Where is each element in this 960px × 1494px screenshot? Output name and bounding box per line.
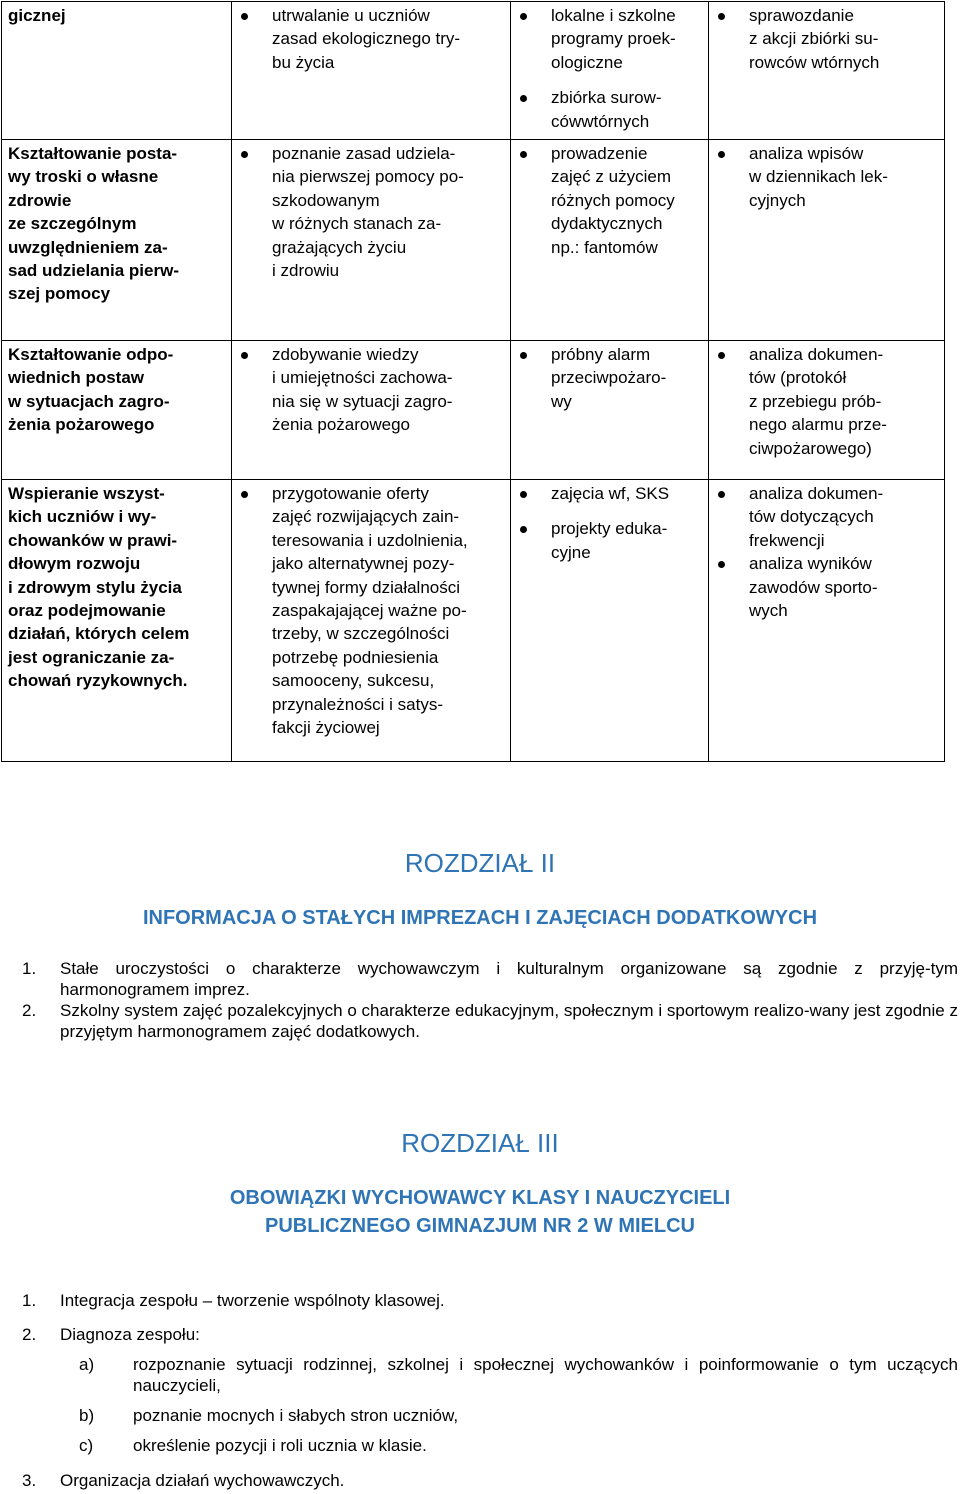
bullet-item: [517, 482, 702, 505]
chapter-2-subtitle: INFORMACJA O STAŁYCH IMPREZACH I ZAJĘCIACH DODATKOWYCH: [142, 907, 818, 929]
chapter-3-title: ROZDZIAŁ III: [401, 1128, 559, 1158]
bullet-text: analiza wpisów w dziennikach lek- cyjnych: [749, 144, 888, 210]
evaluation-bullet-list: [715, 142, 938, 212]
bullet-text: przygotowanie oferty zajęć rozwijających zain- teresowania i uzdolnienia, jako alternatywnej pozy- tywnej formy działalności zaspakajającej ważne po- trzeby, w szczególności potrzebę podniesienia samooceny, sukcesu, przynależności i satys- fakcji życiowej: [272, 484, 468, 738]
tasks-cell: [232, 140, 511, 341]
bullet-icon: [520, 13, 527, 20]
table-row: [2, 341, 945, 480]
goal-cell: [2, 480, 232, 762]
tasks-cell: [232, 480, 511, 762]
bullet-icon: [520, 95, 527, 102]
forms-cell: [511, 140, 709, 341]
forms-bullet-list: [517, 343, 702, 413]
item-text: Diagnoza zespołu:: [60, 1325, 200, 1344]
goal-cell: [2, 2, 232, 140]
bullet-icon: [718, 352, 725, 359]
chapter-2-item: [0, 958, 958, 1000]
bullet-item: [517, 86, 702, 133]
bullet-text: próbny alarm przeciwpożaro- wy: [551, 345, 667, 411]
bullet-icon: [520, 491, 527, 498]
chapter-3-subtitle-line-2: PUBLICZNEGO GIMNAZJUM NR 2 W MIELCU: [265, 1215, 695, 1237]
subitem-letter: b): [79, 1406, 95, 1425]
tasks-bullet-list: [238, 4, 504, 74]
tasks-bullet-list: [238, 142, 504, 282]
evaluation-cell: [709, 480, 945, 762]
goal-text: Kształtowanie odpo- wiednich postaw w sytuacjach zagro- żenia pożarowego: [8, 345, 174, 435]
item-number: 2.: [22, 1001, 37, 1020]
bullet-icon: [241, 491, 248, 498]
table-row: [2, 2, 945, 140]
forms-bullet-list: [517, 4, 702, 133]
education-plan-table: [1, 1, 945, 762]
bullet-icon: [241, 151, 248, 158]
bullet-text: analiza dokumen- tów dotyczących frekwencji: [749, 484, 884, 550]
bullet-item: [715, 4, 938, 74]
tasks-cell: [232, 2, 511, 140]
bullet-icon: [241, 352, 248, 359]
bullet-icon: [520, 526, 527, 533]
tasks-bullet-list: [238, 343, 504, 437]
item-text: Szkolny system zajęć pozalekcyjnych o charakterze edukacyjnym, społecznym i sportowym realizo-wany jest zgodnie z przyjętym harmonogramem zajęć dodatkowych.: [60, 1001, 958, 1041]
evaluation-bullet-list: [715, 4, 938, 74]
subitem-letter: c): [79, 1436, 94, 1455]
bullet-item: [517, 517, 702, 564]
forms-bullet-list: [517, 482, 702, 564]
goal-text: Wspieranie wszyst- kich uczniów i wy- chowanków w prawi- dłowym rozwoju i zdrowym stylu życia oraz podejmowanie działań, których celem jest ograniczanie za- chowań ryzykownych.: [8, 484, 190, 691]
bullet-text: utrwalanie u uczniów zasad ekologicznego try- bu życia: [272, 6, 461, 72]
bullet-text: poznanie zasad udziela- nia pierwszej pomocy po- szkodowanym w różnych stanach za- grażających życiu i zdrowiu: [272, 144, 464, 281]
goal-cell: [2, 140, 232, 341]
chapter-2-list: [0, 958, 958, 1042]
bullet-text: analiza dokumen- tów (protokół z przebiegu prób- nego alarmu prze- ciwpożarowego): [749, 345, 887, 458]
tasks-cell: [232, 341, 511, 480]
bullet-text: prowadzenie zajęć z użyciem różnych pomocy dydaktycznych np.: fantomów: [551, 144, 675, 257]
bullet-icon: [520, 352, 527, 359]
forms-cell: [511, 2, 709, 140]
item-number: 1.: [22, 1291, 37, 1310]
bullet-item: [715, 343, 938, 460]
item-number: 1.: [22, 959, 37, 978]
forms-cell: [511, 480, 709, 762]
evaluation-bullet-list: [715, 343, 938, 460]
chapter-2-title: ROZDZIAŁ II: [404, 848, 556, 878]
bullet-text: lokalne i szkolne programy proek- ologiczne: [551, 6, 676, 72]
bullet-text: analiza wyników zawodów sporto- wych: [749, 554, 878, 621]
bullet-item: [715, 552, 938, 622]
bullet-icon: [718, 151, 725, 158]
item-number: 2.: [22, 1325, 37, 1344]
bullet-item: [715, 482, 938, 552]
chapter-3-subtitle-line-1: OBOWIĄZKI WYCHOWAWCY KLASY I NAUCZYCIELI: [229, 1187, 731, 1209]
subitem-text: rozpoznanie sytuacji rodzinnej, szkolnej i społecznej wychowanków i poinformowanie o tym uczących nauczycieli,: [133, 1355, 958, 1395]
bullet-item: [238, 343, 504, 437]
subitem-letter: a): [79, 1355, 95, 1374]
goal-text: gicznej: [8, 6, 66, 25]
item-number: 3.: [22, 1471, 37, 1490]
goal-cell: [2, 341, 232, 480]
forms-bullet-list: [517, 142, 702, 259]
chapter-2-item: [0, 1000, 958, 1042]
table-row: [2, 480, 945, 762]
bullet-text: zajęcia wf, SKS: [551, 484, 670, 504]
bullet-item: [517, 4, 702, 74]
bullet-item: [517, 343, 702, 413]
evaluation-bullet-list: [715, 482, 938, 622]
bullet-text: sprawozdanie z akcji zbiórki su- rowców wtórnych: [749, 6, 880, 72]
bullet-icon: [718, 561, 725, 568]
bullet-text: projekty eduka- cyjne: [551, 519, 668, 562]
bullet-item: [715, 142, 938, 212]
tasks-bullet-list: [238, 482, 504, 739]
bullet-text: zdobywanie wiedzy i umiejętności zachowa- nia się w sytuacji zagro- żenia pożarowego: [272, 345, 453, 435]
evaluation-cell: [709, 140, 945, 341]
subitem-text: określenie pozycji i roli ucznia w klasie.: [133, 1436, 427, 1455]
bullet-icon: [718, 13, 725, 20]
forms-cell: [511, 341, 709, 480]
bullet-icon: [241, 13, 248, 20]
evaluation-cell: [709, 341, 945, 480]
bullet-text: zbiórka surow- cówwtórnych: [551, 88, 662, 131]
goal-text: Kształtowanie posta- wy troski o własne zdrowie ze szczególnym uwzględnieniem za- sad udzielania pierw- szej pomocy: [8, 144, 179, 304]
item-text: Organizacja działań wychowawczych.: [60, 1471, 345, 1490]
bullet-icon: [520, 151, 527, 158]
bullet-icon: [718, 491, 725, 498]
bullet-item: [238, 4, 504, 74]
table-row: [2, 140, 945, 341]
evaluation-cell: [709, 2, 945, 140]
item-text: Stałe uroczystości o charakterze wychowawczym i kulturalnym organizowane są zgodnie z przyję-tym harmonogramem imprez.: [60, 959, 958, 999]
bullet-item: [517, 142, 702, 259]
subitem-text: poznanie mocnych i słabych stron uczniów,: [133, 1406, 459, 1425]
bullet-item: [238, 142, 504, 282]
bullet-item: [238, 482, 504, 739]
item-text: Integracja zespołu – tworzenie wspólnoty klasowej.: [60, 1291, 445, 1310]
